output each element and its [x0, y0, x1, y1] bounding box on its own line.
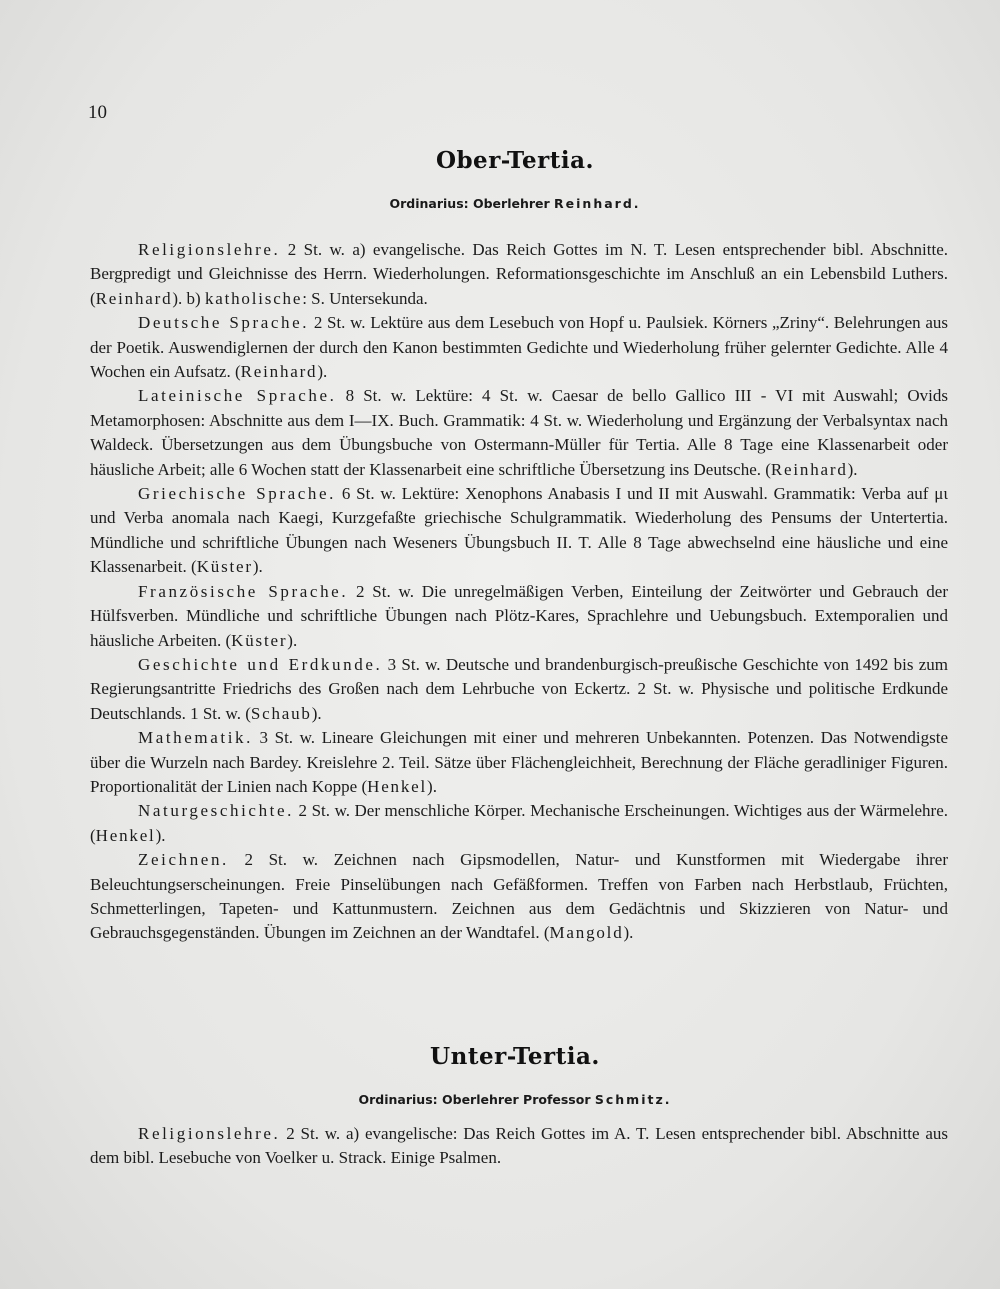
subject-label: Zeichnen. — [138, 850, 229, 870]
subject-label: Religionslehre. — [138, 240, 281, 259]
subject-label: Mathematik. — [138, 728, 253, 748]
teacher-name: Henkel — [367, 776, 428, 796]
teacher-name: Reinhard — [95, 288, 173, 308]
subject-label: Griechische Sprache. — [138, 484, 337, 504]
ober-tertia-curriculum — [90, 238, 948, 946]
paragraph-zeichnen: Zeichnen. 2 St. w. Zeichnen nach Gipsmodellen, Natur- und Kunstformen mit Wiedergabe ihrer Beleuchtungserscheinungen. Freie Pinselübungen nach Gefäßformen. Treffen von Farben nach Herbstlaub, Früchten, Schmetterlingen, Tapeten- und Kattunmustern. Zeichnen aus dem Gedächtnis und Skizzieren von Natur- und Gebrauchsgegenständen. Übungen im Zeichnen an der Wandtafel. (Mangold). — [90, 850, 948, 943]
ordinarius-name: Schmitz. — [594, 1092, 672, 1107]
paragraph-griechische-sprache: Griechische Sprache. 6 St. w. Lektüre: Xenophons Anabasis I und II mit Auswahl. Grammatik: Verba auf μι und Verba anomala nach Kaegi, Kurzgefaßte griechische Schulgrammatik. Wiederholung des Pensums der Untertertia. Mündliche und schriftliche Übungen nach Weseners Übungsbuch II. T. Alle 8 Tage abwechselnd eine häusliche und eine Klassenarbeit. (Küster). — [90, 484, 948, 577]
subject-label: Lateinische Sprache. — [138, 386, 337, 406]
paragraph-religionslehre: Religionslehre. 2 St. w. a) evangelische: Das Reich Gottes im A. T. Lesen entsprechender bibl. Abschnitte aus dem bibl. Lesebuche von Voelker u. Strack. Einige Psalmen. — [90, 1124, 948, 1168]
teacher-name: Küster — [231, 630, 288, 650]
subject-label: Deutsche Sprache. — [138, 313, 310, 333]
subject-label: Französische Sprache. — [138, 581, 349, 601]
teacher-name: Küster — [196, 557, 253, 577]
teacher-name: Mangold — [549, 923, 624, 943]
subject-label: Geschichte und Erdkunde. — [138, 654, 383, 674]
ordinarius-unter-tertia — [0, 1092, 1000, 1107]
teacher-name: Reinhard — [770, 459, 848, 479]
section-title-unter-tertia: Unter-Tertia. — [430, 1043, 600, 1070]
unter-tertia-curriculum — [90, 1122, 948, 1171]
page-number: 10 — [88, 102, 107, 123]
paragraph-geschichte-erdkunde: Geschichte und Erdkunde. 3 St. w. Deutsche und brandenburgisch-preußische Geschichte von 1492 bis zum Regierungsantritte Friedrichs des Großen nach dem Lehrbuche von Eckertz. 2 St. w. Physische und politische Erdkunde Deutschlands. 1 St. w. (Schaub). — [90, 654, 948, 723]
paragraph-religionslehre: Religionslehre. 2 St. w. a) evangelische. Das Reich Gottes im N. T. Lesen entsprechender bibl. Abschnitte. Bergpredigt und Gleichnisse des Herrn. Wiederholungen. Reformationsgeschichte im Anschluß an ein Lebensbild Luthers. (Reinhard). b) katholische: S. Untersekunda. — [90, 240, 948, 308]
paragraph-naturgeschichte: Naturgeschichte. 2 St. w. Der menschliche Körper. Mechanische Erscheinungen. Wichtiges aus der Wärmelehre. (Henkel). — [90, 801, 948, 845]
teacher-name: Schaub — [250, 703, 312, 723]
teacher-name: Reinhard — [240, 362, 318, 382]
ordinarius-prefix: Ordinarius: Oberlehrer — [389, 196, 550, 211]
paragraph-deutsche-sprache: Deutsche Sprache. 2 St. w. Lektüre aus dem Lesebuch von Hopf u. Paulsiek. Körners „Zriny“. Belehrungen aus der Poetik. Auswendiglernen der durch den Kanon bestimmten Gedichte und Wiederholung früher gelernter Gedichte. Alle 4 Wochen ein Aufsatz. (Reinhard). — [90, 313, 948, 382]
section-title-ober-tertia: Ober-Tertia. — [435, 147, 595, 174]
paragraph-mathematik: Mathematik. 3 St. w. Lineare Gleichungen mit einer und mehreren Unbekannten. Potenzen. Das Notwendigste über die Wurzeln nach Bardey. Kreislehre 2. Teil. Sätze über Flächengleichheit, Berechnung der Fläche geradliniger Figuren. Proportionalität der Linien nach Koppe (Henkel). — [90, 728, 948, 796]
paragraph-lateinische-sprache: Lateinische Sprache. 8 St. w. Lektüre: 4 St. w. Caesar de bello Gallico III - VI mit Auswahl; Ovids Metamorphosen: Abschnitte aus dem I—IX. Buch. Grammatik: 4 St. w. Wiederholung und Ergänzung der Verbalsyntax nach Waldeck. Übersetzungen aus dem Übungsbuche von Ostermann-Müller für Tertia. Alle 8 Tage eine Klassenarbeit oder häusliche Arbeit; alle 6 Wochen statt der Klassenarbeit eine schriftliche Übersetzung ins Deutsche. (Reinhard). — [90, 386, 948, 479]
subject-label: Religionslehre. — [138, 1124, 281, 1143]
ordinarius-ober-tertia — [0, 196, 1000, 211]
ordinarius-prefix: Ordinarius: Oberlehrer Professor — [358, 1092, 591, 1107]
ordinarius-name: Reinhard. — [554, 196, 641, 211]
subject-label: Naturgeschichte. — [138, 801, 294, 821]
paragraph-franzoesische-sprache: Französische Sprache. 2 St. w. Die unregelmäßigen Verben, Einteilung der Zeitwörter und Gebrauch der Hülfsverben. Mündliche und schriftliche Übungen nach Plötz-Kares, Sprachlehre und Uebungsbuch. Extemporalien und häusliche Arbeiten. (Küster). — [90, 581, 948, 650]
teacher-name: Henkel — [95, 825, 156, 845]
